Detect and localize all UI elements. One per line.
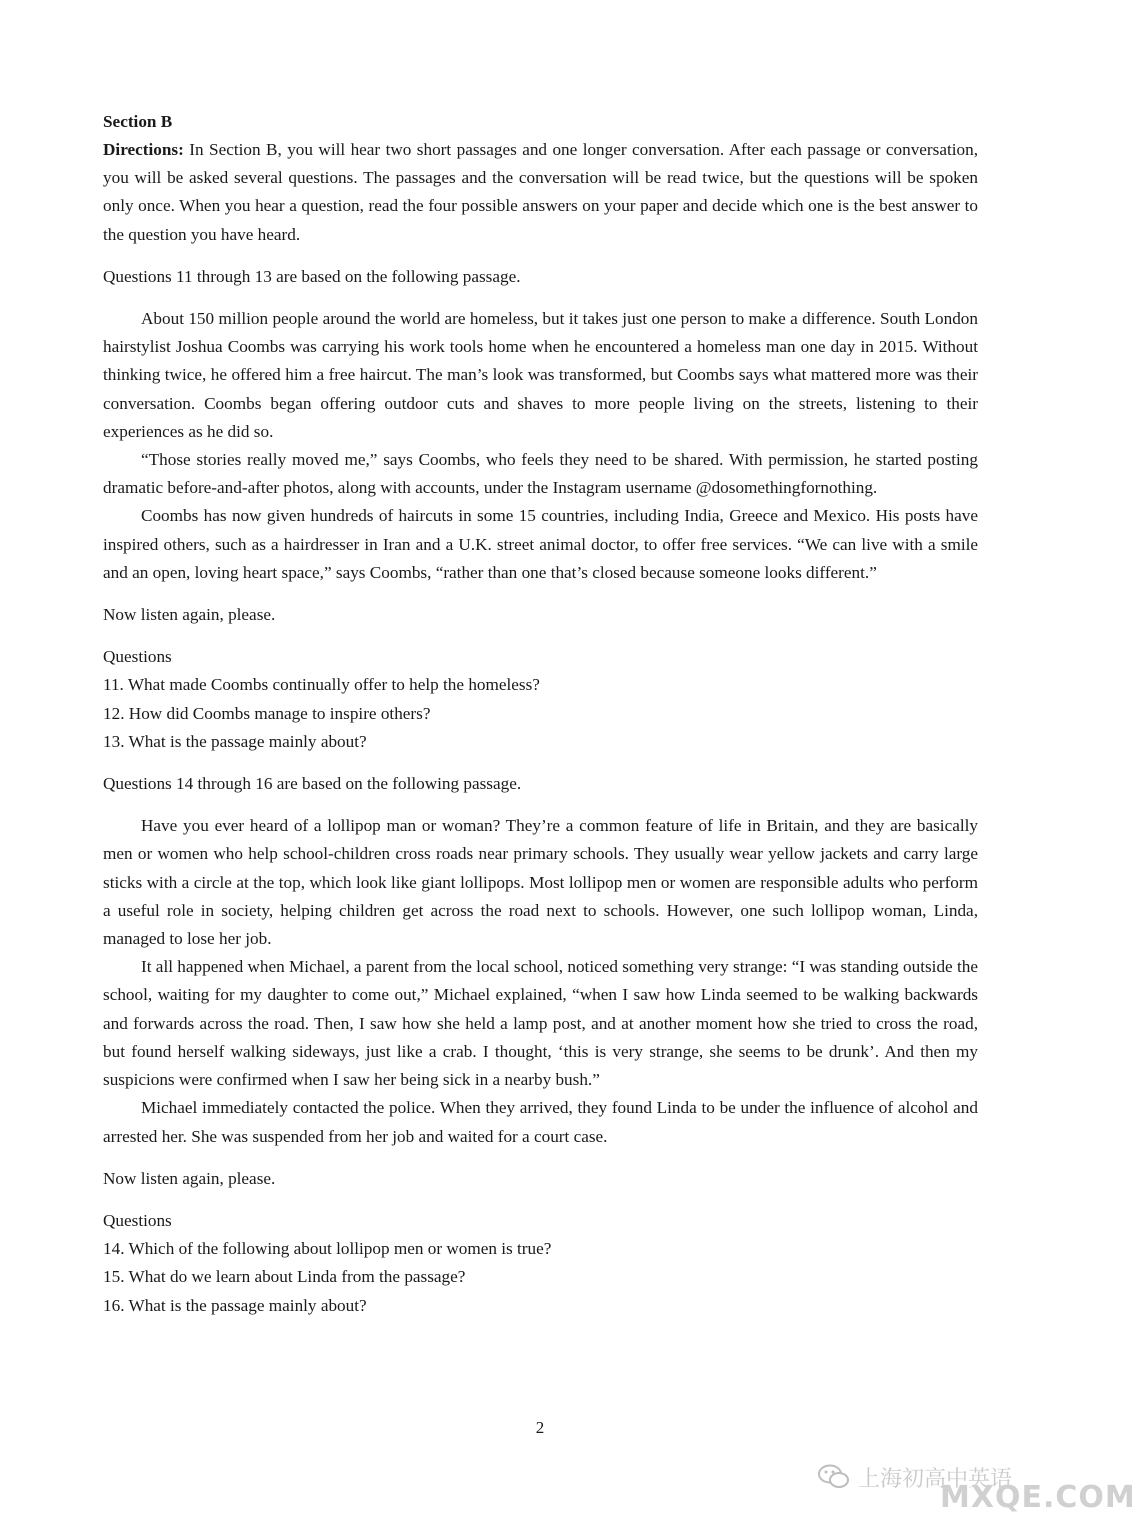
watermark-logo: MXQE.COM — [940, 1480, 1136, 1515]
directions — [103, 136, 978, 249]
wechat-icon — [818, 1464, 850, 1490]
passage2-intro: Questions 14 through 16 are based on the following passage. — [103, 774, 522, 794]
question-item: 16. What is the passage mainly about? — [103, 1295, 367, 1315]
passage1-intro: Questions 11 through 13 are based on the following passage. — [103, 266, 521, 286]
passage2-body — [103, 812, 978, 1150]
question-item: 13. What is the passage mainly about? — [103, 731, 367, 751]
question-item: 12. How did Coombs manage to inspire others? — [103, 703, 431, 723]
passage1-paragraph: “Those stories really moved me,” says Coombs, who feels they need to be shared. With permission, he started posting dramatic before-and-after photos, along with accounts, under the Instagram username @dosomethingfornothing. — [103, 450, 978, 498]
page-number: 2 — [535, 1418, 545, 1437]
passage1-paragraph: About 150 million people around the world are homeless, but it takes just one person to make a difference. South London hairstylist Joshua Coombs was carrying his work tools home when he encountered a homeless man one day in 2015. Without thinking twice, he offered him a free haircut. The man’s look was transformed, but Coombs says what mattered more was their conversation. Coombs began offering outdoor cuts and shaves to more people living on the streets, listening to their experiences as he did so. — [103, 309, 978, 441]
questions-label: Questions — [103, 1210, 172, 1230]
passage1-questions — [103, 643, 978, 756]
passage2-paragraph: Have you ever heard of a lollipop man or woman? They’re a common feature of life in Britain, and they are basically men or women who help school-children cross roads near primary schools. They usually wear yellow jackets and carry large sticks with a circle at the top, which look like giant lollipops. Most lollipop men or women are responsible adults who perform a useful role in society, helping children get across the road next to schools. However, one such lollipop woman, Linda, managed to lose her job. — [103, 816, 978, 949]
questions-label: Questions — [103, 647, 172, 667]
passage1-listen-again: Now listen again, please. — [103, 605, 276, 625]
passage2-questions — [103, 1207, 978, 1320]
directions-text: In Section B, you will hear two short passages and one longer conversation. After each passage or conversation, you will be asked several questions. The passages and the conversation will be read twice, but the questions will be spoken only once. When you hear a question, read the four possible answers on your paper and decide which one is the best answer to the question you have heard. — [103, 140, 978, 244]
question-item: 11. What made Coombs continually offer to help the homeless? — [103, 675, 540, 695]
question-item: 15. What do we learn about Linda from the passage? — [103, 1267, 466, 1287]
section-title: Section B — [103, 112, 173, 131]
document-page — [103, 108, 978, 1320]
passage1-paragraph: Coombs has now given hundreds of haircuts in some 15 countries, including India, Greece and Mexico. His posts have inspired others, such as a hairdresser in Iran and a U.K. street animal doctor, to offer free services. “We can live with a smile and an open, loving heart space,” says Coombs, “rather than one that’s closed because someone looks different.” — [103, 506, 978, 582]
question-item: 14. Which of the following about lollipop men or women is true? — [103, 1239, 552, 1259]
passage2-listen-again: Now listen again, please. — [103, 1168, 276, 1188]
directions-label: Directions: — [103, 140, 184, 159]
watermark — [810, 1452, 1136, 1522]
passage1-body — [103, 305, 978, 587]
passage2-paragraph: Michael immediately contacted the police. When they arrived, they found Linda to be under the influence of alcohol and arrested her. She was suspended from her job and waited for a court case. — [103, 1098, 978, 1146]
watermark-text: 上海初高中英语 — [858, 1467, 1013, 1492]
passage2-paragraph: It all happened when Michael, a parent from the local school, noticed something very strange: “I was standing outside the school, waiting for my daughter to come out,” Michael explained, “when I saw how Linda seemed to be walking backwards and forwards across the road. Then, I saw how she held a lamp post, and at another moment how she tried to cross the road, but found herself walking sideways, just like a crab. I thought, ‘this is very strange, she seems to be drunk’. And then my suspicions were confirmed when I saw her being sick in a nearby bush.” — [103, 957, 978, 1090]
